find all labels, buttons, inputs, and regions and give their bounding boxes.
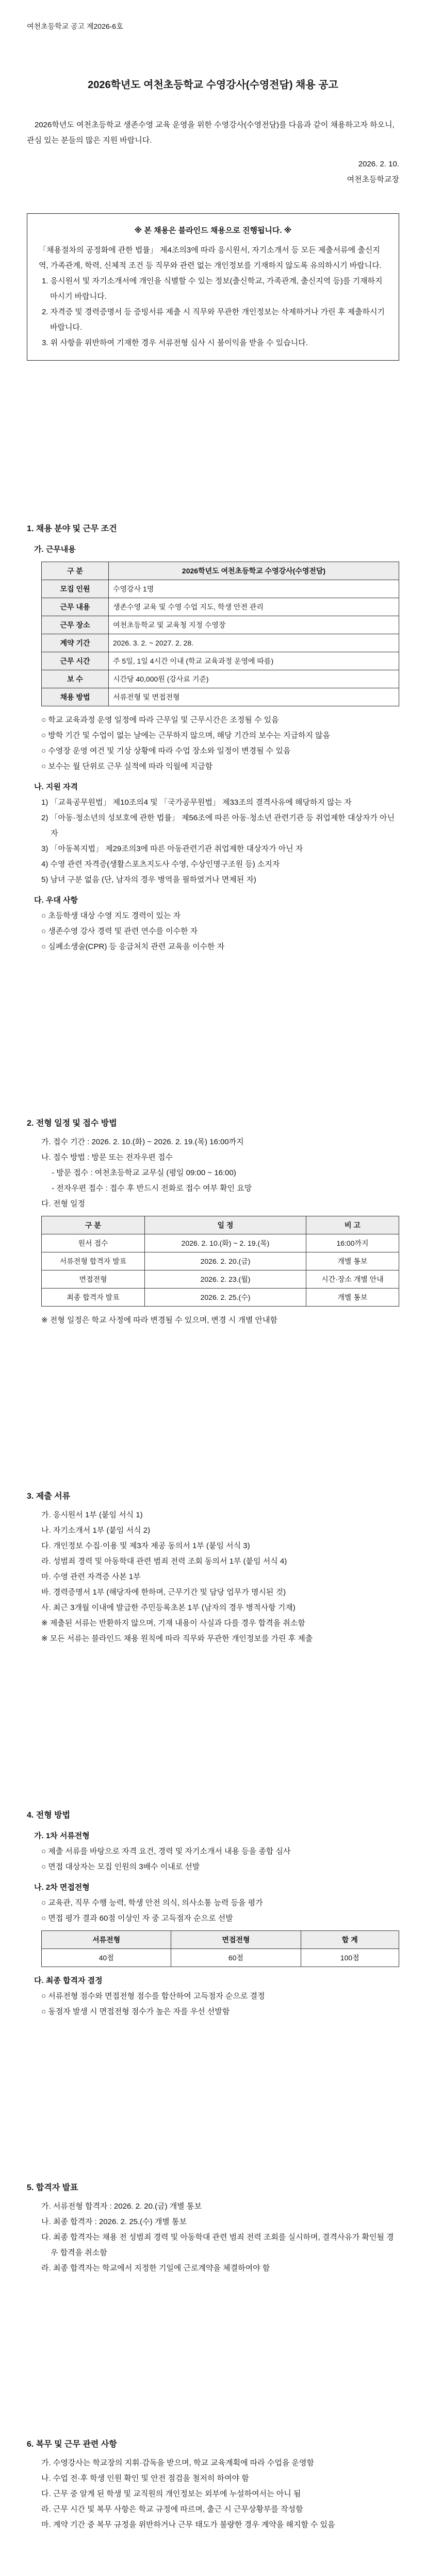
list-item: ○ 교육관, 직무 수행 능력, 학생 안전 의식, 의사소통 능력 등을 평가 <box>41 1898 263 1907</box>
note-item: ○ 보수는 월 단위로 근무 실적에 따라 익월에 지급함 <box>41 762 213 771</box>
list-item: 나. 최종 합격자 : 2026. 2. 25.(수) 개별 통보 <box>41 2217 187 2226</box>
table-label-cell: 계약 기간 <box>42 634 109 652</box>
table-cell: 2026. 2. 20.(금) <box>145 1252 306 1270</box>
table-cell: 원서 접수 <box>42 1234 145 1252</box>
document-item: 다. 개인정보 수집·이용 및 제3자 제공 동의서 1부 (붙임 서식 3) <box>41 1541 250 1551</box>
table-row <box>42 1948 399 1967</box>
note-item: ※ 모든 서류는 블라인드 채용 원칙에 따라 직무와 무관한 개인정보를 가린 후 제출 <box>41 1634 313 1643</box>
table-row <box>42 634 399 652</box>
intro-text: 2026학년도 여천초등학교 생존수영 교육 운영을 위한 수영강사(수영전담)를 다음과 같이 채용하고자 하오니, 관심 있는 분들의 많은 지원 바랍니다. <box>27 121 395 145</box>
section-heading: 5. 합격자 발표 <box>27 2183 78 2192</box>
table-header-cell: 일 정 <box>145 1216 306 1234</box>
table-cell: 시간·장소 개별 안내 <box>306 1270 399 1288</box>
table-row <box>42 1234 399 1252</box>
table-cell: 16:00까지 <box>306 1234 399 1252</box>
blind-notice-item: 2. 자격증 및 경력증명서 등 증빙서류 제출 시 직무와 무관한 개인정보는 삭제하거나 가린 후 제출하시기 바랍니다. <box>42 308 385 332</box>
table-row <box>42 616 399 634</box>
section-heading: 3. 제출 서류 <box>27 1492 71 1501</box>
table-cell: 2026. 2. 10.(화) ~ 2. 19.(목) <box>145 1234 306 1252</box>
work-info-table <box>41 562 399 706</box>
issue-info <box>27 157 399 188</box>
table-row <box>42 1270 399 1288</box>
table-row <box>42 670 399 688</box>
table-header-row <box>42 1216 399 1234</box>
note-item: ○ 학교 교육과정 운영 일정에 따라 근무일 및 근무시간은 조정될 수 있음 <box>41 716 279 725</box>
list-item: ○ 동점자 발생 시 면접전형 점수가 높은 자를 우선 선발함 <box>41 2007 230 2016</box>
blind-notice-item: 1. 응시원서 및 자기소개서에 개인을 식별할 수 있는 정보(출신학교, 가족관계, 출신지역 등)를 기재하지 마시기 바랍니다. <box>42 277 383 301</box>
table-label-cell: 채용 방법 <box>42 688 109 706</box>
qualification-item: 2) 「아동·청소년의 성보호에 관한 법률」 제56조에 따른 아동·청소년 관련기관 등 취업제한 대상자가 아닌 자 <box>41 814 395 838</box>
issuer-name: 여천초등학교장 <box>347 175 399 184</box>
section-heading: 1. 채용 분야 및 근무 조건 <box>27 524 117 534</box>
table-cell: 생존수영 교육 및 수영 수업 지도, 학생 안전 관리 <box>109 598 399 616</box>
document-item: 사. 최근 3개월 이내에 발급한 주민등록초본 1부 (남자의 경우 병적사항 기재) <box>41 1603 296 1613</box>
list-item: 나. 수업 전·후 학생 인원 확인 및 안전 점검을 철저히 하여야 함 <box>41 2474 249 2483</box>
list-item: ○ 면접 대상자는 모집 인원의 3배수 이내로 선발 <box>41 1862 200 1871</box>
table-label-cell: 근무 장소 <box>42 616 109 634</box>
document-item: 마. 수영 관련 자격증 사본 1부 <box>41 1572 141 1582</box>
blind-notice-text: 「채용절차의 공정화에 관한 법률」 제4조의3에 따라 응시원서, 자기소개서 등 모든 제출서류에 출신지역, 가족관계, 학력, 신체적 조건 등 직무와 관련 없는 개인정보를 기재하지 않도록 유의하시기 바랍니다. <box>39 246 382 270</box>
document-item: 라. 성범죄 경력 및 아동학대 관련 범죄 전력 조회 동의서 1부 (붙임 서식 4) <box>41 1557 287 1566</box>
table-row <box>42 1288 399 1306</box>
table-header-cell: 구 분 <box>42 562 109 580</box>
table-row <box>42 688 399 706</box>
sub-list-item: - 방문 접수 : 여천초등학교 교무실 (평일 09:00 ~ 16:00) <box>52 1168 236 1177</box>
table-header-cell: 합 계 <box>301 1930 399 1948</box>
preference-item: ○ 초등학생 대상 수영 지도 경력이 있는 자 <box>41 911 181 921</box>
list-item: 다. 근무 중 알게 된 학생 및 교직원의 개인정보는 외부에 누설하여서는 아니 됨 <box>41 2489 301 2499</box>
preference-item: ○ 심폐소생술(CPR) 등 응급처치 관련 교육을 이수한 자 <box>41 942 225 952</box>
table-cell: 100점 <box>301 1948 399 1967</box>
table-cell: 수영강사 1명 <box>109 580 399 598</box>
list-item: 다. 전형 일정 <box>41 1199 85 1208</box>
subsection-heading: 다. 우대 사항 <box>34 896 78 905</box>
list-item: 가. 서류전형 합격자 : 2026. 2. 20.(금) 개별 통보 <box>41 2201 202 2211</box>
note-item: ○ 수영장 운영 여건 및 기상 상황에 따라 수업 장소와 일정이 변경될 수 있음 <box>41 747 291 756</box>
preference-item: ○ 생존수영 강사 경력 및 관련 연수를 이수한 자 <box>41 927 198 936</box>
table-cell: 최종 합격자 발표 <box>42 1288 145 1306</box>
section-schedule <box>27 1116 399 1328</box>
list-item: ○ 제출 서류를 바탕으로 자격 요건, 경력 및 자기소개서 내용 등을 종합 심사 <box>41 1846 291 1856</box>
list-item: 라. 최종 합격자는 학교에서 지정한 기일에 근로계약을 체결하여야 함 <box>41 2263 270 2273</box>
table-cell: 2026. 2. 23.(월) <box>145 1270 306 1288</box>
table-cell: 개별 통보 <box>306 1252 399 1270</box>
table-cell: 면접전형 <box>42 1270 145 1288</box>
table-cell: 여천초등학교 및 교육청 지정 수영장 <box>109 616 399 634</box>
table-row <box>42 580 399 598</box>
table-cell: 2026. 3. 2. ~ 2027. 2. 28. <box>109 634 399 652</box>
blind-notice-box <box>27 213 399 361</box>
document-header <box>27 21 399 361</box>
blind-notice-heading: ※ 본 채용은 블라인드 채용으로 진행됩니다. ※ <box>134 226 292 235</box>
table-header-cell: 비 고 <box>306 1216 399 1234</box>
table-cell: 주 5일, 1일 4시간 이내 (학교 교육과정 운영에 따름) <box>109 652 399 670</box>
note-item: ※ 제출된 서류는 반환하지 않으며, 기재 내용이 사실과 다를 경우 합격을 취소함 <box>41 1619 305 1628</box>
list-item: 다. 최종 합격자는 채용 전 성범죄 경력 및 아동학대 관련 범죄 전력 조회를 실시하며, 결격사유가 확인될 경우 합격을 취소함 <box>41 2232 394 2257</box>
note-item: ○ 방학 기간 및 수업이 없는 날에는 근무하지 않으며, 해당 기간의 보수는 지급하지 않음 <box>41 731 331 740</box>
list-item: ○ 면접 평가 결과 60점 이상인 자 중 고득점자 순으로 선발 <box>41 1913 233 1923</box>
table-cell: 60점 <box>171 1948 301 1967</box>
blind-notice-item: 3. 위 사항을 위반하여 기재한 경우 서류전형 심사 시 불이익을 받을 수 있습니다. <box>42 338 308 347</box>
section-announcement <box>27 2180 399 2276</box>
qualification-item: 3) 「아동복지법」 제29조의3에 따른 아동관련기관 취업제한 대상자가 아닌 자 <box>41 844 303 854</box>
qualification-item: 5) 남녀 구분 없음 (단, 남자의 경우 병역을 필하였거나 면제된 자) <box>41 875 256 885</box>
table-header-cell: 2026학년도 여천초등학교 수영강사(수영전담) <box>109 562 399 580</box>
notice-number: 여천초등학교 공고 제2026-6호 <box>27 22 123 30</box>
table-cell: 서류전형 합격자 발표 <box>42 1252 145 1270</box>
table-cell: 개별 통보 <box>306 1288 399 1306</box>
list-item: 가. 수영강사는 학교장의 지휘·감독을 받으며, 학교 교육계획에 따라 수업을 운영함 <box>41 2459 315 2468</box>
table-label-cell: 보 수 <box>42 670 109 688</box>
list-item: ○ 서류전형 점수와 면접전형 점수를 합산하여 고득점자 순으로 결정 <box>41 1991 265 2001</box>
sub-list-item: - 전자우편 접수 : 접수 후 반드시 전화로 접수 여부 확인 요망 <box>52 1183 252 1193</box>
list-item: 가. 접수 기간 : 2026. 2. 10.(화) ~ 2026. 2. 19.(목) 16:00까지 <box>41 1137 244 1146</box>
qualification-item: 1) 「교육공무원법」 제10조의4 및 「국가공무원법」 제33조의 결격사유에 해당하지 않는 자 <box>41 798 352 807</box>
subsection-heading: 가. 근무내용 <box>34 545 76 554</box>
qualification-item: 4) 수영 관련 자격증(생활스포츠지도사 수영, 수상인명구조원 등) 소지자 <box>41 860 280 869</box>
subsection-heading: 가. 1차 서류전형 <box>34 1831 90 1840</box>
table-row <box>42 562 399 580</box>
section-heading: 4. 전형 방법 <box>27 1810 71 1820</box>
subsection-heading: 나. 지원 자격 <box>34 783 78 792</box>
table-label-cell: 근무 내용 <box>42 598 109 616</box>
score-table <box>41 1930 399 1967</box>
table-cell: 서류전형 및 면접전형 <box>109 688 399 706</box>
section-heading: 6. 복무 및 근무 관련 사항 <box>27 2440 117 2449</box>
list-item: 마. 계약 기간 중 복무 규정을 위반하거나 근무 태도가 불량한 경우 계약을 해지할 수 있음 <box>41 2520 335 2530</box>
section-selection-method <box>27 1808 399 2020</box>
note-item: ※ 전형 일정은 학교 사정에 따라 변경될 수 있으며, 변경 시 개별 안내함 <box>41 1315 277 1325</box>
table-row <box>42 652 399 670</box>
document-item: 나. 자기소개서 1부 (붙임 서식 2) <box>41 1526 151 1535</box>
table-cell: 2026. 2. 25.(수) <box>145 1288 306 1306</box>
table-header-cell: 서류전형 <box>42 1930 171 1948</box>
table-row <box>42 598 399 616</box>
document-title: 2026학년도 여천초등학교 수영강사(수영전담) 채용 공고 <box>88 79 338 91</box>
table-label-cell: 근무 시간 <box>42 652 109 670</box>
table-header-cell: 구 분 <box>42 1216 145 1234</box>
subsection-heading: 나. 2차 면접전형 <box>34 1883 90 1892</box>
list-item: 라. 근무 시간 및 복무 사항은 학교 규정에 따르며, 출근 시 근무상황부를 작성함 <box>41 2505 303 2514</box>
document-item: 가. 응시원서 1부 (붙임 서식 1) <box>41 1511 143 1520</box>
subsection-heading: 다. 최종 합격자 결정 <box>34 1976 103 1985</box>
table-header-cell: 면접전형 <box>171 1930 301 1948</box>
table-row <box>42 1252 399 1270</box>
table-label-cell: 모집 인원 <box>42 580 109 598</box>
section-heading: 2. 전형 일정 및 접수 방법 <box>27 1118 117 1128</box>
table-cell: 40점 <box>42 1948 171 1967</box>
section-documents <box>27 1489 399 1647</box>
issue-date: 2026. 2. 10. <box>358 160 399 168</box>
table-header-row <box>42 1930 399 1948</box>
section-recruitment <box>27 521 399 955</box>
table-cell: 시간당 40,000원 (강사료 기준) <box>109 670 399 688</box>
list-item: 나. 접수 방법 : 방문 또는 전자우편 접수 <box>41 1153 173 1162</box>
schedule-table <box>41 1216 399 1307</box>
document-item: 바. 경력증명서 1부 (해당자에 한하며, 근무기간 및 담당 업무가 명시된 것) <box>41 1588 286 1597</box>
section-duties <box>27 2437 399 2533</box>
